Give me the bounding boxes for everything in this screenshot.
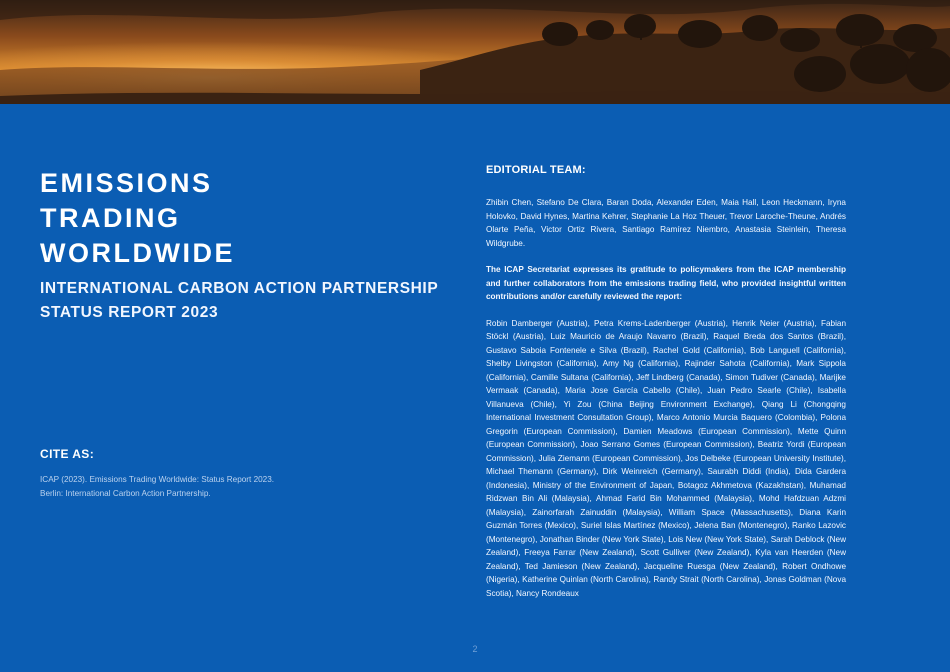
report-title: [40, 166, 460, 271]
citation-line: ICAP (2023). Emissions Trading Worldwide: Status Report 2023.: [40, 475, 275, 484]
report-info-panel: [0, 104, 950, 672]
page-number: 2: [472, 644, 478, 654]
report-title-line: EMISSIONS: [40, 168, 213, 198]
citation-line: Berlin: International Carbon Action Partnership.: [40, 489, 211, 498]
report-title-line: WORLDWIDE: [40, 238, 235, 268]
editorial-team-names: Zhibin Chen, Stefano De Clara, Baran Doda, Alexander Eden, Maia Hall, Leon Heckmann, Iryna Holovko, David Hynes, Martina Kehrer, Stephanie La Hoz Theuer, Trevor Laroche-Theune, Andrés Olarte Peña, Victor Ortiz Rivera, Santiago Ramírez Niembro, Anastasia Steinlein, Theresa Wildgrube.: [486, 198, 846, 248]
contributors-list: Robin Damberger (Austria), Petra Krems-Ladenberger (Austria), Henrik Neier (Austria), Fabian Stöckl (Austria), Luiz Mauricio de Araujo Navarro (Brazil), Raquel Breda dos Santos (Brazil), Gustavo Saboia Fontenele e Silva (Brazil), Rachel Gold (California), Bob Languell (California), Shelby Livingston (California), Amy Ng (California), Rajinder Sahota (California), Mark Sippola (California), Camille Sultana (California), Jeff Lindberg (Canada), Simon Tudiver (Canada), Marijke Vermaak (Canada), Maria Jose García Cabello (Chile), Juan Pedro Searle (Chile), Isabella Villanueva (Chile), Yi Zou (China Beijing Environment Exchange), Qiang Li (Chongqing International Investment Consultation Group), Marco Antonio Murcia Baquero (Colombia), Polona Gregorin (European Commission), Damien Meadows (European Commission), Mette Quinn (European Commission), Joao Serrano Gomes (European Commission), Beatriz Yordi (European Commission), Julia Ziemann (European Commission), Jos Delbeke (European University Institute), Michael Themann (Germany), Dirk Weinreich (Germany), Saurabh Diddi (India), Dida Gardera (Indonesia), Ministry of the Environment of Japan, Botagoz Akhmetova (Kazakhstan), Muhamad Ridzwan Bin Ali (Malaysia), Ahmad Farid Bin Mohammed (Malaysia), Mohd Hafdzuan Adzmi (Malaysia), Zainorfarah Zainuddin (Malaysia), William Space (Massachusetts), Diana Karin Guzmán Torres (Mexico), Suriel Islas Martínez (Mexico), Jelena Ban (Montenegro), Ranko Lazovic (Montenegro), Jonathan Binder (New York State), Lois New (New York State), Sarah Deblock (New Zealand), Freeya Farrar (New Zealand), Scott Gulliver (New Zealand), Kyla van Heerden (New Zealand), Ted Jamieson (New Zealand), Jacqueline Ruesga (New Zealand), Robert Ondhowe (Nigeria), Katherine Quinlan (North Carolina), Randy Strait (North Carolina), Jonas Goldman (Nova Scotia), Nancy Rondeaux: [486, 318, 846, 598]
editorial-heading: EDITORIAL TEAM:: [486, 164, 586, 176]
header-landscape-image: [0, 0, 950, 104]
sunset-landscape-illustration: [0, 0, 950, 104]
report-title-line: TRADING: [40, 203, 181, 233]
report-subtitle: [40, 277, 460, 325]
citation-heading: CITE AS:: [40, 447, 95, 461]
report-subtitle-line: INTERNATIONAL CARBON ACTION PARTNERSHIP: [40, 280, 439, 297]
citation-text: [40, 473, 340, 501]
title-block: [40, 166, 460, 325]
gratitude-statement: The ICAP Secretariat expresses its gratitude to policymakers from the ICAP membership and further collaborators from the emissions trading field, who provided insightful written contributions and/or carefully reviewed the report:: [486, 265, 846, 301]
editorial-section: [486, 164, 846, 613]
citation-section: [40, 447, 340, 501]
report-subtitle-line: STATUS REPORT 2023: [40, 304, 219, 321]
